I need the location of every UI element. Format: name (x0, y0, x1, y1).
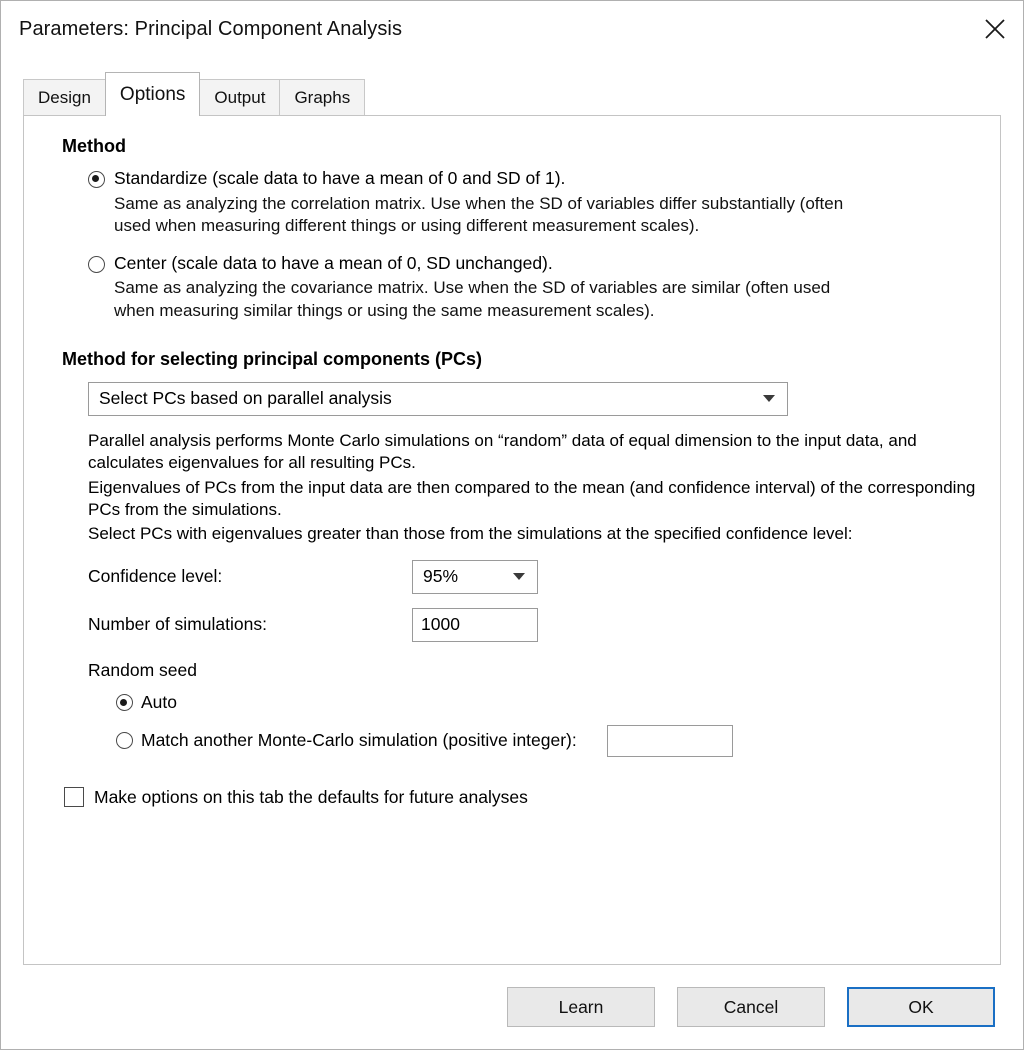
defaults-checkbox-label: Make options on this tab the defaults for future analyses (94, 786, 528, 807)
pc-method-select-value: Select PCs based on parallel analysis (99, 388, 392, 409)
description-line-1: Parallel analysis performs Monte Carlo simulations on “random” data of equal dimension to the input data, and calculates eigenvalues for all resulting PCs. (88, 430, 917, 473)
radio-seed-auto-label: Auto (141, 691, 177, 712)
defaults-checkbox-row[interactable] (64, 787, 980, 808)
description-line-3: Select PCs with eigenvalues greater than those from the simulations at the specified confidence level: (88, 524, 853, 544)
radio-standardize-control[interactable] (88, 171, 105, 188)
dialog-footer (1, 965, 1023, 1049)
tab-output[interactable]: Output (199, 79, 280, 115)
radio-standardize-description: Same as analyzing the correlation matrix. Use when the SD of variables differ substantially (often used when measuring different things or using different measurement scales). (114, 193, 844, 236)
options-panel (23, 115, 1001, 965)
ok-button[interactable]: OK (847, 987, 995, 1027)
radio-seed-match-label: Match another Monte-Carlo simulation (positive integer): (141, 729, 577, 750)
chevron-down-icon (763, 395, 775, 402)
radio-standardize[interactable] (88, 167, 980, 191)
tab-design[interactable]: Design (23, 79, 106, 115)
confidence-level-row (88, 560, 980, 594)
confidence-level-select[interactable] (412, 560, 538, 594)
pc-selection-heading: Method for selecting principal components (PCs) (62, 348, 483, 369)
simulations-row (88, 608, 980, 642)
pc-method-select[interactable] (88, 382, 788, 416)
close-icon[interactable] (967, 5, 1023, 53)
random-seed-heading: Random seed (88, 659, 197, 680)
tab-options[interactable]: Options (105, 72, 200, 116)
radio-center-description: Same as analyzing the covariance matrix. Use when the SD of variables are similar (often used when measuring similar things or using the same measurement scales). (114, 278, 831, 321)
chevron-down-icon (513, 573, 525, 580)
tab-strip (23, 79, 1023, 115)
radio-seed-auto[interactable] (116, 691, 980, 715)
radio-seed-match-control[interactable] (116, 732, 133, 749)
radio-center-control[interactable] (88, 256, 105, 273)
simulations-input[interactable] (412, 608, 538, 642)
confidence-level-value: 95% (423, 566, 459, 587)
radio-standardize-label: Standardize (scale data to have a mean of 0 and SD of 1). (114, 168, 566, 188)
radio-center[interactable] (88, 252, 980, 276)
seed-match-input[interactable] (607, 725, 733, 757)
title-bar (1, 1, 1023, 57)
confidence-level-label: Confidence level: (88, 566, 223, 587)
parallel-analysis-description (88, 430, 980, 546)
radio-center-label: Center (scale data to have a mean of 0, SD unchanged). (114, 252, 553, 273)
defaults-checkbox[interactable] (64, 787, 84, 807)
description-line-2: Eigenvalues of PCs from the input data are then compared to the mean (and confidence interval) of the corresponding PCs from the simulations. (88, 477, 976, 519)
cancel-button[interactable]: Cancel (677, 987, 825, 1027)
learn-button[interactable]: Learn (507, 987, 655, 1027)
tab-graphs[interactable]: Graphs (279, 79, 365, 115)
simulations-label: Number of simulations: (88, 614, 267, 635)
window-title: Parameters: Principal Component Analysis (19, 17, 403, 40)
radio-seed-auto-control[interactable] (116, 694, 133, 711)
radio-seed-match[interactable] (116, 725, 980, 757)
method-heading: Method (62, 136, 126, 156)
